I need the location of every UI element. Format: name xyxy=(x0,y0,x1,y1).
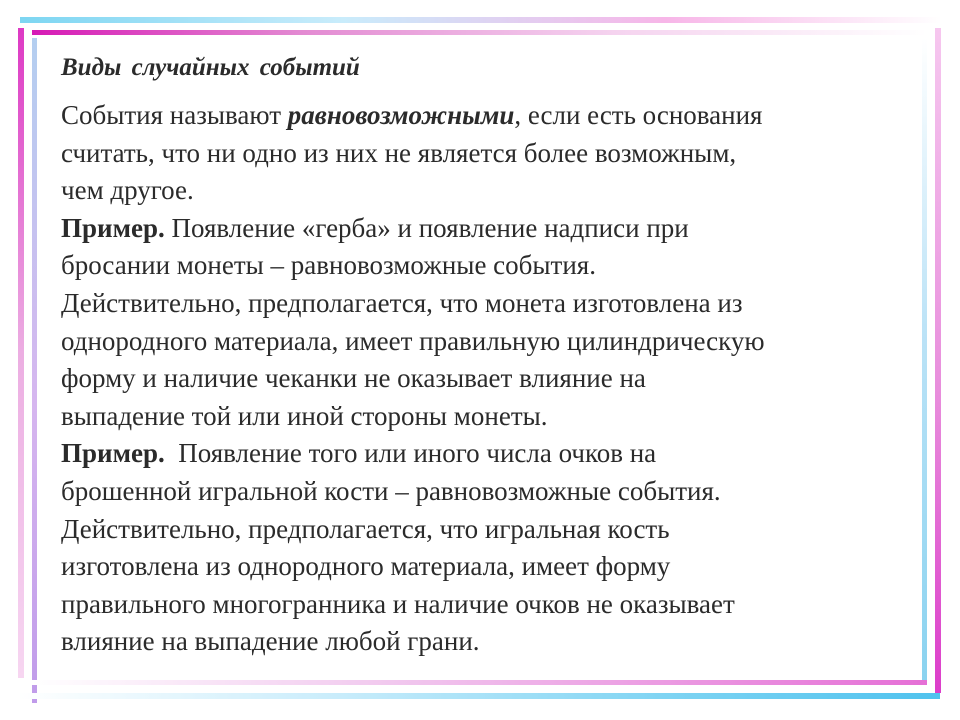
frame-bottom-inner-bar xyxy=(32,680,927,685)
example-2-line-2: брошенной игральной кости – равновозможные события. xyxy=(61,475,721,506)
example-1-label: Пример. xyxy=(61,212,165,243)
slide-body xyxy=(61,97,921,661)
slide-content xyxy=(61,48,921,661)
example-1-line-5: форму и наличие чеканки не оказывает влияние на xyxy=(61,363,646,394)
frame-right-inner-bar xyxy=(922,38,927,680)
example-2-text: Появление того или иного числа очков на xyxy=(164,438,657,469)
example-2-line-1 xyxy=(61,435,921,473)
example-1-line-2: бросании монеты – равновозможные события. xyxy=(61,250,596,281)
example-1-line-4: однородного материала, имеет правильную цилиндрическую xyxy=(61,325,765,356)
definition-text: , если есть основания xyxy=(514,100,763,130)
example-2-line-6: влияние на выпадение любой грани. xyxy=(61,626,480,657)
definition-text: События называют xyxy=(61,100,288,130)
definition-line-1 xyxy=(61,97,921,135)
frame-top-outer-bar xyxy=(20,17,942,23)
example-2-line-3: Действительно, предполагается, что игральная кость xyxy=(61,513,670,544)
example-2-line-4: изготовлена из однородного материала, имеет форму xyxy=(61,551,671,582)
definition-line-3: чем другое. xyxy=(61,175,194,206)
example-1-text: Появление «герба» и появление надписи при xyxy=(164,212,689,243)
example-1-line-1 xyxy=(61,210,921,248)
example-1-line-6: выпадение той или иной стороны монеты. xyxy=(61,400,548,431)
definition-term: равновозможными xyxy=(287,100,515,130)
example-2-line-5: правильного многогранника и наличие очков не оказывает xyxy=(61,588,735,619)
definition-line-2: считать, что ни одно из них не является более возможным, xyxy=(61,137,737,168)
frame-left-outer-bar xyxy=(18,28,24,678)
frame-left-inner-bar xyxy=(32,38,37,703)
slide-title: Виды случайных событий xyxy=(61,54,360,81)
frame-bottom-outer-bar xyxy=(18,693,940,699)
example-2-label: Пример. xyxy=(61,438,165,469)
frame-right-outer-bar xyxy=(935,28,941,693)
frame-top-inner-bar xyxy=(32,30,927,35)
example-1-line-3: Действительно, предполагается, что монета изготовлена из xyxy=(61,287,743,318)
